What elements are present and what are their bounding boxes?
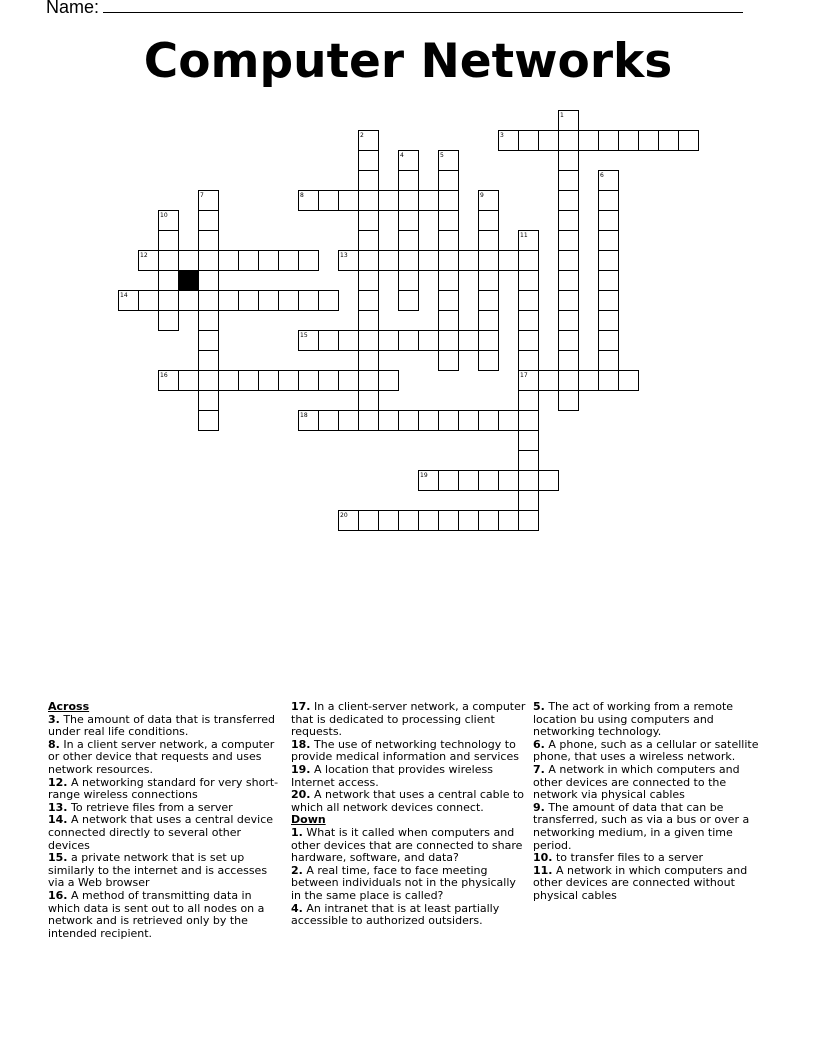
grid-cell[interactable] [159,271,179,291]
grid-cell[interactable] [319,411,339,431]
clue-item [291,865,527,903]
clue-item [48,714,280,739]
grid-cell[interactable] [199,271,219,291]
clue-item-number: 19. [291,762,311,776]
clue-item-number: 18. [291,737,311,751]
grid-cell[interactable] [359,291,379,311]
clue-number: 20 [340,512,348,519]
grid-cell[interactable] [599,291,619,311]
grid-cell[interactable] [259,371,279,391]
grid-cell[interactable] [599,371,619,391]
grid-cell[interactable] [159,231,179,251]
clue-number: 18 [300,412,308,419]
grid-cell[interactable] [559,171,579,191]
clue-item-text: The act of working from a remote location bu using computers and networking technology. [533,700,734,739]
grid-cell[interactable] [479,311,499,331]
grid-cell[interactable] [459,411,479,431]
grid-cell[interactable] [199,331,219,351]
grid-cell[interactable] [359,391,379,411]
grid-cell[interactable] [199,251,219,271]
clue-item [291,701,527,739]
grid-cell[interactable] [199,311,219,331]
grid-cell[interactable] [399,171,419,191]
grid-cell[interactable] [439,251,459,271]
grid-cell[interactable] [359,191,379,211]
grid-cell[interactable] [379,191,399,211]
grid-cell[interactable] [399,411,419,431]
grid-cell[interactable] [399,211,419,231]
grid-cell[interactable] [419,411,439,431]
clue-item-text: A network that uses a central cable to which all network devices connect. [291,788,525,814]
clue-item [533,764,763,802]
grid-cell[interactable] [439,231,459,251]
grid-cell[interactable] [239,371,259,391]
grid-cell[interactable] [499,251,519,271]
clue-number: 4 [400,152,404,159]
clue-item [533,701,763,739]
grid-cell[interactable] [359,311,379,331]
clue-item-number: 6. [533,737,545,751]
grid-cell[interactable] [339,191,359,211]
clue-item-number: 10. [533,851,553,865]
clue-number: 6 [600,172,604,179]
grid-cell[interactable] [399,251,419,271]
grid-cell[interactable] [479,211,499,231]
grid-cell[interactable] [519,131,539,151]
grid-cell[interactable] [319,331,339,351]
grid-cell[interactable] [359,251,379,271]
grid-cell[interactable] [579,131,599,151]
grid-cell[interactable] [599,211,619,231]
grid-cell[interactable] [479,291,499,311]
grid-cell[interactable] [379,251,399,271]
grid-cell[interactable] [359,171,379,191]
grid-cell[interactable] [359,211,379,231]
grid-cell[interactable] [479,511,499,531]
grid-cell[interactable] [519,471,539,491]
clue-number: 15 [300,332,308,339]
grid-cell[interactable] [519,311,539,331]
clue-number: 11 [520,232,528,239]
grid-cell[interactable] [679,131,699,151]
clue-item-number: 17. [291,700,311,713]
grid-cell[interactable] [359,411,379,431]
grid-cell[interactable] [479,271,499,291]
clue-number: 2 [360,132,364,139]
clue-item-number: 20. [291,788,311,802]
grid-cell[interactable] [379,511,399,531]
grid-cell[interactable] [159,291,179,311]
grid-cell[interactable] [359,231,379,251]
grid-cell[interactable] [519,451,539,471]
grid-cell[interactable] [519,431,539,451]
down-heading: Down [291,813,326,827]
grid-cell[interactable] [339,371,359,391]
grid-cell[interactable] [459,511,479,531]
clue-number: 19 [420,472,428,479]
clue-item-text: A network that uses a central device connected directly to several other devices [48,813,274,852]
grid-cell[interactable] [199,371,219,391]
clue-number: 9 [480,192,484,199]
grid-cell[interactable] [459,251,479,271]
clue-item [48,739,280,777]
grid-cell[interactable] [479,471,499,491]
clue-number: 16 [160,372,168,379]
grid-cell[interactable] [519,351,539,371]
clue-item-text: A method of transmitting data in which data is sent out to all nodes on a network and is retrieved only by the intended recipient. [48,888,265,940]
grid-cell[interactable] [559,291,579,311]
grid-cell[interactable] [499,411,519,431]
grid-cell[interactable] [239,291,259,311]
grid-cell[interactable] [439,191,459,211]
grid-cell[interactable] [419,511,439,531]
grid-cell[interactable] [339,411,359,431]
grid-cell[interactable] [439,171,459,191]
grid-cell[interactable] [399,231,419,251]
clue-number: 7 [200,192,204,199]
grid-cell[interactable] [599,131,619,151]
clue-item-number: 7. [533,762,545,776]
grid-cell[interactable] [519,291,539,311]
grid-cell[interactable] [459,471,479,491]
clue-item-text: The use of networking technology to provide medical information and services [291,737,519,764]
grid-cell[interactable] [519,331,539,351]
grid-cell[interactable] [579,371,599,391]
grid-cell[interactable] [619,131,639,151]
grid-cell[interactable] [439,311,459,331]
grid-cell[interactable] [519,271,539,291]
grid-cell[interactable] [359,351,379,371]
clue-number: 3 [500,132,504,139]
grid-cell[interactable] [539,131,559,151]
grid-cell[interactable] [319,371,339,391]
grid-cell[interactable] [379,411,399,431]
clue-item [291,903,527,928]
clue-item [48,814,280,852]
grid-cell[interactable] [259,251,279,271]
clue-item [291,764,527,789]
grid-cell[interactable] [299,251,319,271]
clue-item-text: A phone, such as a cellular or satellite phone, that uses a wireless network. [533,737,759,764]
grid-cell[interactable] [479,411,499,431]
clue-item [48,890,280,940]
clue-number: 8 [300,192,304,199]
clue-item-number: 1. [291,825,303,839]
grid-cell[interactable] [439,271,459,291]
grid-cell[interactable] [439,471,459,491]
grid-cell[interactable] [439,291,459,311]
clue-column-2 [291,701,527,928]
grid-cell[interactable] [559,391,579,411]
grid-cell[interactable] [439,351,459,371]
grid-cell[interactable] [319,191,339,211]
name-label: Name: [46,0,100,17]
across-heading: Across [48,700,90,713]
grid-cell[interactable] [519,251,539,271]
clue-item-text: An intranet that is at least partially accessible to authorized outsiders. [291,901,500,928]
clue-item-text: a private network that is set up similarly to the internet and is accesses via a Web browser [48,851,268,890]
clue-item [291,789,527,814]
grid-cell[interactable] [399,271,419,291]
grid-cell[interactable] [299,371,319,391]
grid-cell[interactable] [419,251,439,271]
clue-item-number: 13. [48,800,68,814]
grid-cell[interactable] [519,411,539,431]
clue-number: 13 [340,252,348,259]
grid-cell[interactable] [479,331,499,351]
clue-item-number: 4. [291,901,303,915]
grid-cell[interactable] [359,511,379,531]
grid-cell[interactable] [259,291,279,311]
grid-cell[interactable] [399,511,419,531]
grid-cell[interactable] [199,391,219,411]
clue-number: 10 [160,212,168,219]
clue-item-number: 9. [533,800,545,814]
grid-cell[interactable] [439,511,459,531]
grid-cell[interactable] [159,251,179,271]
grid-cell[interactable] [479,251,499,271]
clue-item [533,802,763,852]
clue-column-1 [48,701,280,940]
clue-item-text: The amount of data that is transferred under real life conditions. [48,712,276,739]
grid-cell[interactable] [559,311,579,331]
grid-cell[interactable] [499,511,519,531]
clue-item-number: 11. [533,863,553,877]
clue-item-text: A real time, face to face meeting between individuals not in the physically in the same place is called? [291,863,516,902]
grid-cell[interactable] [439,211,459,231]
clue-item-text: To retrieve files from a server [67,800,233,814]
clue-number: 5 [440,152,444,159]
grid-cell[interactable] [539,371,559,391]
clue-item-number: 8. [48,737,60,751]
clue-item-number: 3. [48,712,60,726]
clue-item-number: 2. [291,863,303,877]
grid-cell[interactable] [279,291,299,311]
grid-cell[interactable] [419,331,439,351]
grid-cell[interactable] [199,291,219,311]
grid-cell[interactable] [419,191,439,211]
clue-item [48,777,280,802]
grid-cell[interactable] [439,411,459,431]
grid-cell[interactable] [599,331,619,351]
clue-item-text: The amount of data that can be transferred, such as via a bus or over a networking medium, in a given time period. [533,800,750,852]
grid-cell[interactable] [559,271,579,291]
clue-number: 14 [120,292,128,299]
clue-item-text: A network in which computers and other devices are connected without physical cables [533,863,748,902]
grid-cell[interactable] [399,331,419,351]
grid-cell[interactable] [379,371,399,391]
grid-cell[interactable] [179,291,199,311]
grid-cell[interactable] [339,331,359,351]
grid-cell[interactable] [379,331,399,351]
clue-item-number: 14. [48,813,68,827]
clue-number: 12 [140,252,148,259]
grid-cell[interactable] [319,291,339,311]
clue-item [48,852,280,890]
clue-item-text: to transfer files to a server [552,851,704,865]
grid-cell[interactable] [559,351,579,371]
grid-cell[interactable] [519,491,539,511]
grid-cell[interactable] [599,271,619,291]
grid-cell[interactable] [639,131,659,151]
clue-number: 1 [560,112,564,119]
grid-cell[interactable] [139,291,159,311]
grid-cell[interactable] [399,191,419,211]
clue-item-number: 15. [48,851,68,865]
grid-cell[interactable] [599,311,619,331]
grid-cell[interactable] [599,251,619,271]
grid-cell[interactable] [479,351,499,371]
clue-item [533,739,763,764]
grid-cell[interactable] [179,251,199,271]
grid-cell[interactable] [299,291,319,311]
clue-item [291,739,527,764]
clue-item-text: What is it called when computers and other devices that are connected to share hardware, software, and data? [291,825,523,865]
grid-cell[interactable] [199,231,219,251]
grid-cell[interactable] [159,311,179,331]
grid-cell[interactable] [219,371,239,391]
grid-cell[interactable] [599,191,619,211]
grid-cell[interactable] [279,251,299,271]
grid-cell[interactable] [279,371,299,391]
grid-cell[interactable] [439,331,459,351]
grid-cell[interactable] [559,231,579,251]
grid-cell[interactable] [559,211,579,231]
clue-item-number: 16. [48,888,68,902]
grid-cell[interactable] [359,151,379,171]
clue-item [533,865,763,903]
grid-cell[interactable] [479,231,499,251]
clue-item-text: A networking standard for very short-range wireless connections [48,775,279,802]
grid-cell[interactable] [219,251,239,271]
clue-item-text: A location that provides wireless Internet access. [291,762,493,789]
grid-cell[interactable] [559,331,579,351]
clue-column-3 [533,701,763,903]
grid-cell[interactable] [199,211,219,231]
grid-cell[interactable] [179,371,199,391]
grid-cell[interactable] [359,371,379,391]
clue-item-text: In a client server network, a computer or other device that requests and uses network resources. [48,737,275,776]
grid-cell[interactable] [239,251,259,271]
black-cell [179,271,199,291]
grid-cell[interactable] [559,151,579,171]
grid-cell[interactable] [659,131,679,151]
grid-cell[interactable] [559,371,579,391]
clue-item-text: In a client-server network, a computer that is dedicated to processing client requests. [291,700,526,739]
grid-cell[interactable] [559,251,579,271]
clue-item-number: 5. [533,700,545,713]
grid-cell[interactable] [199,411,219,431]
clue-item-number: 12. [48,775,68,789]
grid-cell[interactable] [219,291,239,311]
grid-cell[interactable] [599,231,619,251]
grid-cell[interactable] [499,471,519,491]
grid-cell[interactable] [559,131,579,151]
grid-cell[interactable] [519,511,539,531]
grid-cell[interactable] [559,191,579,211]
grid-cell[interactable] [519,391,539,411]
clue-item [291,827,527,865]
grid-cell[interactable] [399,291,419,311]
clue-number: 17 [520,372,528,379]
page-title: Computer Networks [143,34,673,89]
clue-item-text: A network in which computers and other devices are connected to the network via physical cables [533,762,740,802]
grid-cell[interactable] [359,271,379,291]
grid-cell[interactable] [599,351,619,371]
grid-cell[interactable] [619,371,639,391]
grid-cell[interactable] [539,471,559,491]
grid-cell[interactable] [199,351,219,371]
grid-cell[interactable] [459,331,479,351]
grid-cell[interactable] [359,331,379,351]
